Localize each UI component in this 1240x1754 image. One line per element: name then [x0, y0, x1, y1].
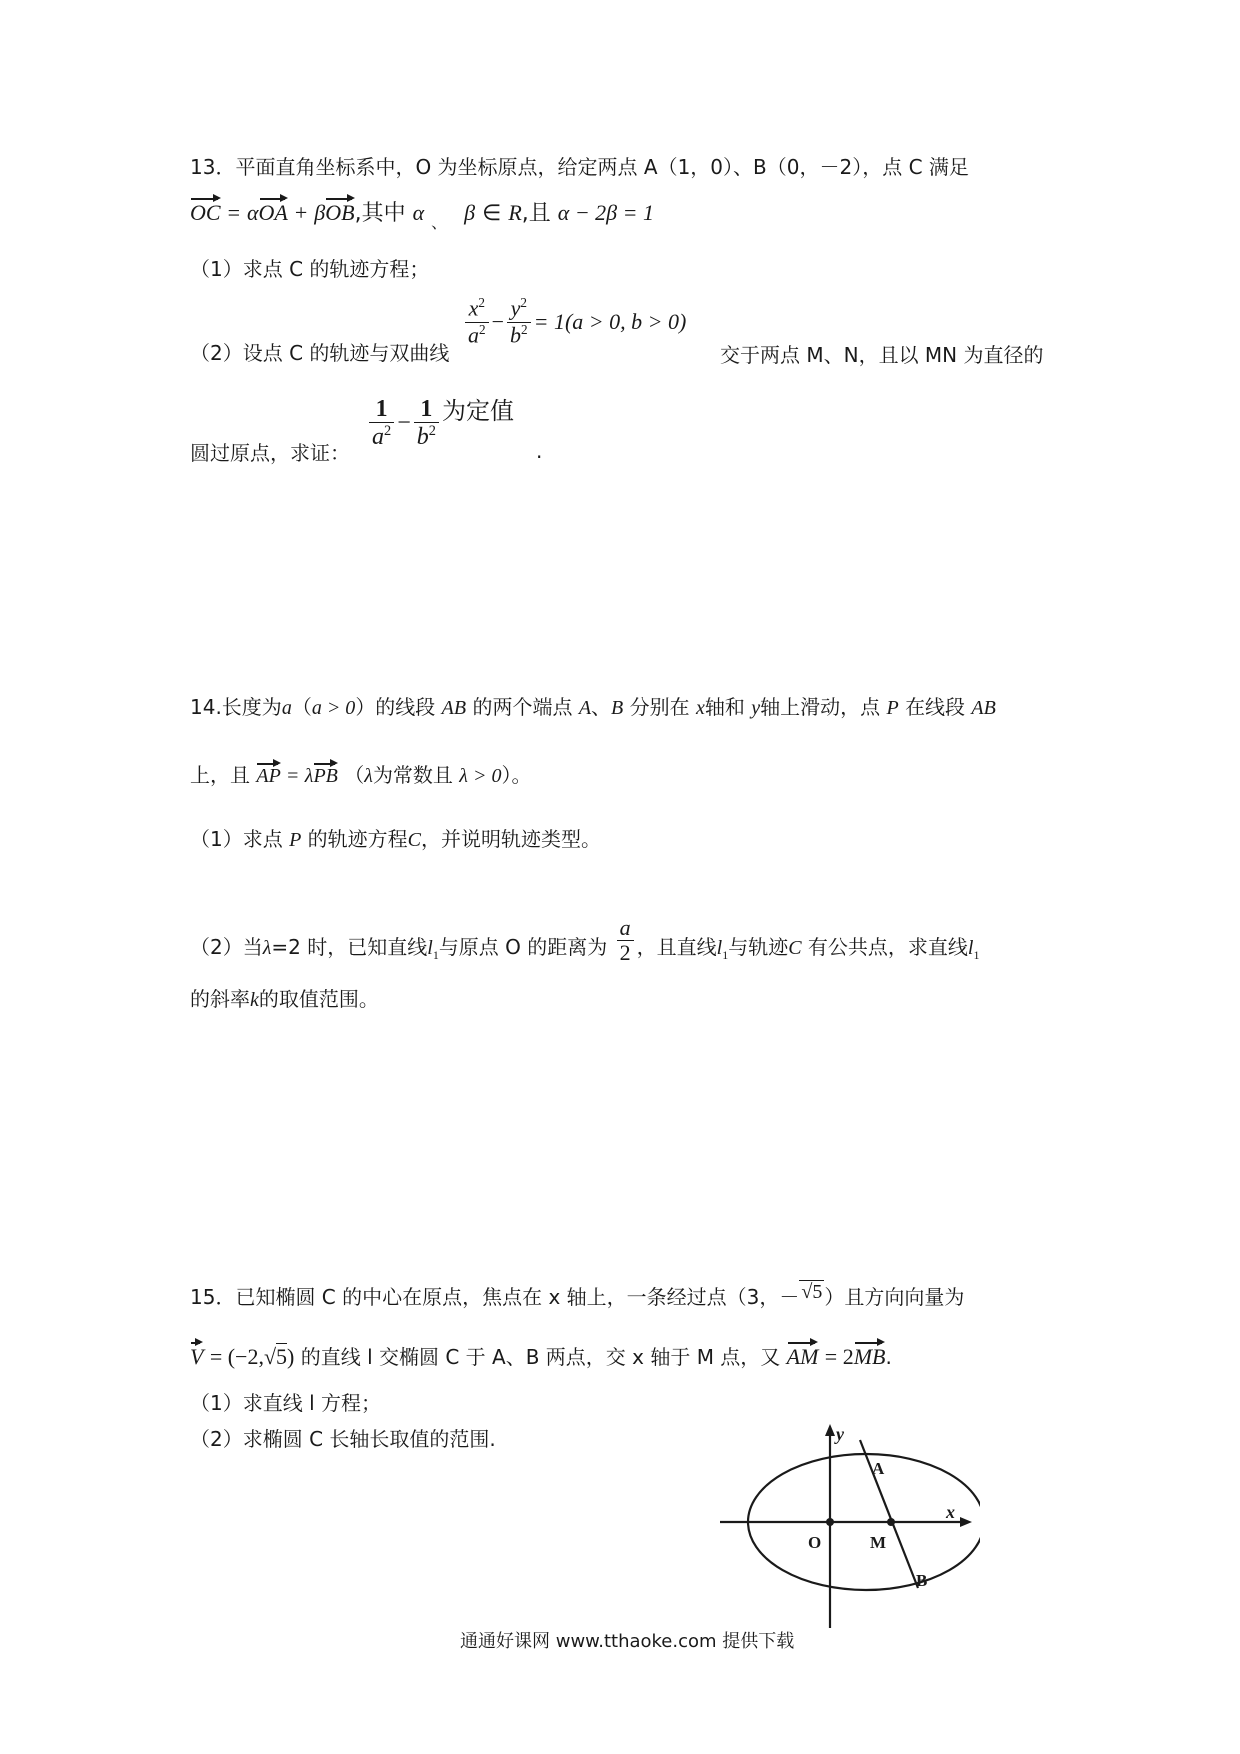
q13-part1: （1）求点 C 的轨迹方程；: [190, 257, 430, 281]
vector-v: V: [190, 1344, 204, 1369]
q14-line1: 14.长度为a（a > 0）的线段 AB 的两个端点 A、B 分别在 x轴和 y轴上滑动，点 P 在线段 AB: [190, 695, 996, 719]
label-a: A: [872, 1459, 885, 1478]
q13-part2-text: （2）设点 C 的轨迹与双曲线: [190, 341, 450, 365]
proof-expression: $\frac{1}{a^2}$ − $\frac{1}{b^2}$ 为定值: [366, 396, 514, 451]
vector-mb: MB: [853, 1344, 886, 1369]
q14-part1: （1）求点 P 的轨迹方程C，并说明轨迹类型。: [190, 827, 602, 851]
q15-part1: （1）求直线 l 方程；: [190, 1391, 381, 1415]
q13-period: .: [536, 439, 543, 463]
vector-oa: OA: [258, 200, 288, 225]
q14-line2: 上，且 AP = λPB （λ为常数且 λ > 0）。: [190, 763, 532, 787]
vector-ob: OB: [325, 200, 355, 225]
q15-line1: 15．已知椭圆 C 的中心在原点，焦点在 x 轴上，一条经过点（3，－ √5 ）且方向向量为: [190, 1281, 965, 1309]
label-m: M: [870, 1533, 887, 1552]
q15-part2: （2）求椭圆 C 长轴长取值的范围.: [190, 1427, 496, 1451]
label-x: x: [946, 1502, 955, 1522]
origin-point: [826, 1518, 834, 1526]
vector-am: AM: [786, 1344, 819, 1369]
ellipse-figure: [720, 1420, 980, 1630]
label-o: O: [808, 1533, 822, 1552]
point-m: [887, 1518, 895, 1526]
q14-part3: 的斜率k的取值范围。: [190, 987, 379, 1011]
x-axis-arrow: [960, 1517, 972, 1527]
q14-part2: （2）当λ=2 时，已知直线$l_1$与原点 O 的距离为 $\frac{a}{2}$ ，且直线$l_1$与轨迹C 有公共点，求直线$l_1$: [190, 915, 980, 966]
sqrt-five: √5: [801, 1281, 823, 1303]
q13-line1: 13．平面直角坐标系中，O 为坐标原点，给定两点 A（1，0）、B（0，－2），点 C 满足: [190, 155, 969, 179]
fraction-a-over-2: $\frac{a}{2}$: [617, 916, 634, 965]
y-axis-arrow: [825, 1424, 835, 1436]
line-l: [860, 1440, 918, 1588]
vector-ap: AP: [256, 765, 281, 787]
hyperbola-equation: $\frac{x^2}{a^2}$ − $\frac{y^2}{b^2}$ = 1(a > 0, b > 0): [462, 296, 686, 348]
label-b: B: [916, 1571, 928, 1590]
q13-part2-text2: 交于两点 M、N，且以 MN 为直径的: [720, 343, 1044, 367]
q13-part2-line2: 圆过原点，求证：: [190, 441, 350, 465]
label-y: y: [836, 1424, 844, 1444]
q13-line2: OC = αOA + βOB,其中 α $_、$ β ∈ R,且 α − 2β = 1: [190, 200, 654, 232]
vector-pb: PB: [313, 765, 338, 787]
vector-oc: OC: [190, 200, 221, 225]
footer-credit: 通通好课网 www.tthaoke.com 提供下载: [460, 1631, 795, 1652]
q15-line2: V = (−2,√5) 的直线 l 交椭圆 C 于 A、B 两点，交 x 轴于 M 点，又 AM = 2MB.: [190, 1344, 892, 1369]
